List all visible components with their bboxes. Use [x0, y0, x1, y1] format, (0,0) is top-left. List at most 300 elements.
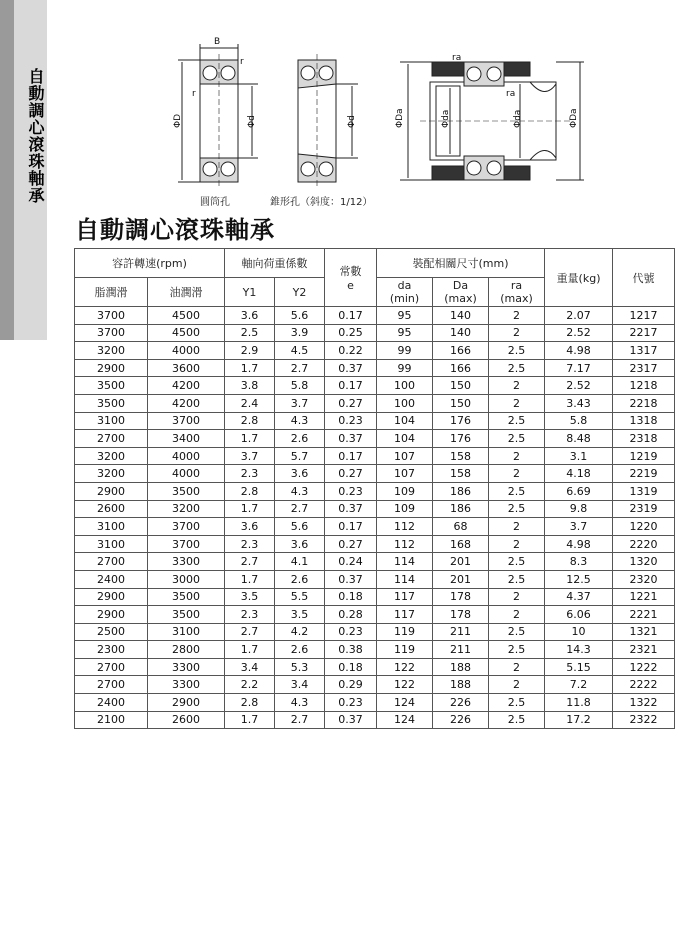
header-const [325, 249, 377, 307]
table-cell: 2500 [75, 623, 148, 641]
table-cell: 2.7 [275, 500, 325, 518]
table-cell: 2221 [613, 606, 675, 624]
table-cell: 186 [433, 500, 489, 518]
table-cell: 140 [433, 307, 489, 325]
table-row [75, 430, 675, 448]
table-cell: 0.24 [325, 553, 377, 571]
table-cell: 0.17 [325, 307, 377, 325]
table-cell: 0.17 [325, 377, 377, 395]
table-cell: 7.2 [545, 676, 613, 694]
table-cell: 201 [433, 553, 489, 571]
subheader-Da-sub: (max) [444, 292, 477, 305]
table-cell: 4200 [148, 377, 225, 395]
table-cell: 2219 [613, 465, 675, 483]
table-row [75, 518, 675, 536]
table-cell: 3.7 [545, 518, 613, 536]
label-da-2: Φda [513, 109, 523, 128]
subheader-ra-sub: (max) [500, 292, 533, 305]
table-cell: 178 [433, 588, 489, 606]
table-cell: 226 [433, 711, 489, 729]
table-cell: 14.3 [545, 641, 613, 659]
table-cell: 5.15 [545, 658, 613, 676]
cylindrical-bore-drawing [178, 44, 258, 188]
table-row [75, 482, 675, 500]
table-cell: 3700 [75, 307, 148, 325]
table-cell: 211 [433, 623, 489, 641]
table-cell: 176 [433, 412, 489, 430]
label-Da: ΦDa [395, 108, 405, 128]
table-row [75, 711, 675, 729]
subheader-ra [489, 278, 545, 307]
table-cell: 10 [545, 623, 613, 641]
table-cell: 3200 [75, 447, 148, 465]
table-cell: 3200 [75, 342, 148, 360]
table-cell: 2.8 [225, 412, 275, 430]
table-cell: 2.7 [225, 623, 275, 641]
label-r-2: r [192, 89, 196, 99]
table-cell: 2318 [613, 430, 675, 448]
table-cell: 0.23 [325, 694, 377, 712]
table-cell: 2.5 [489, 342, 545, 360]
table-cell: 1.7 [225, 711, 275, 729]
table-cell: 2 [489, 377, 545, 395]
table-cell: 2217 [613, 324, 675, 342]
table-cell: 0.37 [325, 711, 377, 729]
table-cell: 2400 [75, 570, 148, 588]
table-cell: 3.6 [225, 518, 275, 536]
table-cell: 2.3 [225, 465, 275, 483]
table-cell: 6.69 [545, 482, 613, 500]
table-cell: 2 [489, 307, 545, 325]
table-cell: 2.5 [489, 623, 545, 641]
table-cell: 0.17 [325, 447, 377, 465]
subheader-Da-label: Da [452, 279, 469, 292]
table-cell: 2 [489, 658, 545, 676]
table-cell: 2222 [613, 676, 675, 694]
table-cell: 0.22 [325, 342, 377, 360]
table-cell: 2.5 [489, 482, 545, 500]
header-axial: 軸向荷重係數 [225, 249, 325, 278]
table-cell: 226 [433, 694, 489, 712]
table-cell: 109 [377, 482, 433, 500]
table-cell: 166 [433, 359, 489, 377]
table-cell: 3.4 [275, 676, 325, 694]
table-cell: 2600 [148, 711, 225, 729]
table-cell: 2.5 [489, 570, 545, 588]
subheader-da-label: da [397, 279, 412, 292]
table-cell: 3.6 [275, 535, 325, 553]
table-cell: 11.8 [545, 694, 613, 712]
table-cell: 0.37 [325, 500, 377, 518]
table-cell: 3100 [148, 623, 225, 641]
table-cell: 2.7 [275, 359, 325, 377]
table-cell: 150 [433, 377, 489, 395]
table-cell: 3.9 [275, 324, 325, 342]
caption-tapered: 錐形孔（斜度：1/12） [270, 197, 373, 208]
table-cell: 2.52 [545, 324, 613, 342]
table-cell: 4.3 [275, 482, 325, 500]
table-cell: 0.25 [325, 324, 377, 342]
table-cell: 95 [377, 307, 433, 325]
table-cell: 4500 [148, 324, 225, 342]
table-row [75, 359, 675, 377]
table-row [75, 394, 675, 412]
table-cell: 166 [433, 342, 489, 360]
subheader-ra-label: ra [510, 279, 523, 292]
table-cell: 68 [433, 518, 489, 536]
table-cell: 17.2 [545, 711, 613, 729]
table-cell: 2 [489, 518, 545, 536]
table-cell: 3500 [75, 377, 148, 395]
table-cell: 186 [433, 482, 489, 500]
table-cell: 188 [433, 676, 489, 694]
table-cell: 4500 [148, 307, 225, 325]
table-cell: 2.5 [489, 359, 545, 377]
table-cell: 1.7 [225, 500, 275, 518]
table-cell: 1218 [613, 377, 675, 395]
table-cell: 0.23 [325, 623, 377, 641]
table-row [75, 500, 675, 518]
bearing-table [74, 248, 675, 729]
label-ra-2: ra [506, 89, 516, 99]
table-cell: 0.27 [325, 535, 377, 553]
table-cell: 2.5 [489, 553, 545, 571]
table-cell: 122 [377, 658, 433, 676]
table-cell: 3100 [75, 535, 148, 553]
header-code: 代號 [613, 249, 675, 307]
table-row [75, 570, 675, 588]
subheader-oil: 油潤滑 [148, 278, 225, 307]
table-cell: 2900 [75, 482, 148, 500]
table-cell: 211 [433, 641, 489, 659]
table-cell: 178 [433, 606, 489, 624]
table-row [75, 465, 675, 483]
table-cell: 3.8 [225, 377, 275, 395]
table-cell: 3.6 [225, 307, 275, 325]
header-const-label: 常數 [339, 265, 362, 278]
table-cell: 1222 [613, 658, 675, 676]
table-cell: 2900 [75, 588, 148, 606]
table-cell: 1.7 [225, 430, 275, 448]
table-cell: 3200 [75, 465, 148, 483]
table-cell: 2220 [613, 535, 675, 553]
table-cell: 3100 [75, 412, 148, 430]
table-cell: 3.43 [545, 394, 613, 412]
table-cell: 3.7 [275, 394, 325, 412]
table-cell: 2.5 [489, 412, 545, 430]
table-body [75, 307, 675, 729]
table-cell: 99 [377, 342, 433, 360]
table-cell: 2.2 [225, 676, 275, 694]
table-cell: 2.8 [225, 482, 275, 500]
table-cell: 2 [489, 447, 545, 465]
table-cell: 0.17 [325, 518, 377, 536]
table-cell: 150 [433, 394, 489, 412]
table-cell: 104 [377, 430, 433, 448]
table-row [75, 623, 675, 641]
table-cell: 2218 [613, 394, 675, 412]
table-cell: 3.5 [275, 606, 325, 624]
table-cell: 2.9 [225, 342, 275, 360]
table-cell: 140 [433, 324, 489, 342]
table-cell: 3.6 [275, 465, 325, 483]
table-cell: 2.6 [275, 641, 325, 659]
table-cell: 158 [433, 447, 489, 465]
table-row [75, 588, 675, 606]
table-cell: 109 [377, 500, 433, 518]
table-cell: 1.7 [225, 359, 275, 377]
table-cell: 1321 [613, 623, 675, 641]
table-cell: 3700 [75, 324, 148, 342]
table-cell: 100 [377, 394, 433, 412]
table-cell: 3500 [148, 588, 225, 606]
table-cell: 3400 [148, 430, 225, 448]
table-cell: 0.18 [325, 588, 377, 606]
subheader-grease: 脂潤滑 [75, 278, 148, 307]
table-cell: 4.5 [275, 342, 325, 360]
table-cell: 119 [377, 641, 433, 659]
table-cell: 4000 [148, 447, 225, 465]
table-row [75, 447, 675, 465]
table-cell: 0.37 [325, 430, 377, 448]
table-cell: 1319 [613, 482, 675, 500]
table-cell: 2100 [75, 711, 148, 729]
table-cell: 2.07 [545, 307, 613, 325]
table-cell: 0.29 [325, 676, 377, 694]
table-cell: 2 [489, 606, 545, 624]
table-cell: 107 [377, 465, 433, 483]
table-cell: 3700 [148, 535, 225, 553]
table-row [75, 342, 675, 360]
table-cell: 1.7 [225, 570, 275, 588]
caption-cylindrical: 圓筒孔 [200, 197, 230, 208]
table-cell: 4.3 [275, 412, 325, 430]
table-cell: 2700 [75, 430, 148, 448]
mounting-drawing [400, 62, 584, 180]
table-row [75, 676, 675, 694]
table-cell: 1318 [613, 412, 675, 430]
table-row [75, 377, 675, 395]
table-cell: 2600 [75, 500, 148, 518]
label-D-1: ΦD [173, 113, 183, 128]
table-cell: 2.5 [489, 430, 545, 448]
label-ra-1: ra [452, 53, 462, 63]
table-cell: 6.06 [545, 606, 613, 624]
table-cell: 168 [433, 535, 489, 553]
table-cell: 104 [377, 412, 433, 430]
table-cell: 3.4 [225, 658, 275, 676]
table-cell: 2.5 [489, 694, 545, 712]
table-cell: 1221 [613, 588, 675, 606]
label-r-1: r [240, 57, 244, 67]
table-cell: 3300 [148, 676, 225, 694]
table-cell: 1317 [613, 342, 675, 360]
table-row [75, 324, 675, 342]
table-cell: 122 [377, 676, 433, 694]
table-cell: 2.52 [545, 377, 613, 395]
table-cell: 3700 [148, 412, 225, 430]
side-label: 自動調心滾珠軸承 [26, 68, 45, 204]
table-cell: 0.37 [325, 359, 377, 377]
header-mount: 裝配相關尺寸(mm) [377, 249, 545, 278]
table-cell: 2.6 [275, 570, 325, 588]
table-cell: 2400 [75, 694, 148, 712]
table-cell: 2.5 [225, 324, 275, 342]
header-weight: 重量(kg) [545, 249, 613, 307]
table-cell: 100 [377, 377, 433, 395]
table-cell: 2900 [148, 694, 225, 712]
subheader-da-sub: (min) [389, 292, 420, 305]
table-cell: 0.37 [325, 570, 377, 588]
table-cell: 2.8 [225, 694, 275, 712]
table-cell: 2900 [75, 606, 148, 624]
table-row [75, 658, 675, 676]
table-cell: 2 [489, 465, 545, 483]
table-cell: 4.18 [545, 465, 613, 483]
subheader-y1: Y1 [225, 278, 275, 307]
table-cell: 0.23 [325, 412, 377, 430]
table-cell: 2 [489, 588, 545, 606]
table-cell: 2 [489, 324, 545, 342]
table-cell: 3500 [148, 606, 225, 624]
table-cell: 95 [377, 324, 433, 342]
table-cell: 114 [377, 553, 433, 571]
label-Da-2: ΦDa [569, 108, 579, 128]
table-row [75, 694, 675, 712]
table-cell: 12.5 [545, 570, 613, 588]
table-cell: 112 [377, 535, 433, 553]
table-cell: 107 [377, 447, 433, 465]
table-cell: 114 [377, 570, 433, 588]
table-cell: 2700 [75, 676, 148, 694]
table-row [75, 307, 675, 325]
table-cell: 2 [489, 394, 545, 412]
subheader-da [377, 278, 433, 307]
table-cell: 1.7 [225, 641, 275, 659]
table-cell: 3.1 [545, 447, 613, 465]
table-cell: 2317 [613, 359, 675, 377]
table-cell: 3200 [148, 500, 225, 518]
table-cell: 3100 [75, 518, 148, 536]
table-cell: 4.2 [275, 623, 325, 641]
table-cell: 2700 [75, 658, 148, 676]
table-cell: 3600 [148, 359, 225, 377]
table-cell: 2.5 [489, 711, 545, 729]
table-cell: 2.6 [275, 430, 325, 448]
table-cell: 4.98 [545, 535, 613, 553]
label-da-1: Φda [441, 109, 451, 128]
table-cell: 5.5 [275, 588, 325, 606]
table-cell: 2.7 [225, 553, 275, 571]
table-cell: 176 [433, 430, 489, 448]
table-cell: 112 [377, 518, 433, 536]
table-cell: 8.3 [545, 553, 613, 571]
table-cell: 201 [433, 570, 489, 588]
table-cell: 4.3 [275, 694, 325, 712]
table-cell: 1219 [613, 447, 675, 465]
table-cell: 3500 [75, 394, 148, 412]
table-cell: 1320 [613, 553, 675, 571]
table-cell: 5.8 [545, 412, 613, 430]
table-cell: 2900 [75, 359, 148, 377]
table-cell: 3700 [148, 518, 225, 536]
table-cell: 0.27 [325, 394, 377, 412]
table-cell: 4.1 [275, 553, 325, 571]
table-cell: 2700 [75, 553, 148, 571]
label-d-2: Φd [347, 115, 357, 128]
label-d-1: Φd [247, 115, 257, 128]
table-cell: 3300 [148, 658, 225, 676]
table-cell: 3.7 [225, 447, 275, 465]
table-cell: 0.28 [325, 606, 377, 624]
table-cell: 119 [377, 623, 433, 641]
table-cell: 188 [433, 658, 489, 676]
table-cell: 2300 [75, 641, 148, 659]
table-row [75, 606, 675, 624]
table-cell: 2.3 [225, 606, 275, 624]
table-cell: 2 [489, 535, 545, 553]
table-cell: 3.5 [225, 588, 275, 606]
table-cell: 158 [433, 465, 489, 483]
table-cell: 3300 [148, 553, 225, 571]
header-const-e: e [347, 279, 354, 292]
bearing-diagram [0, 0, 690, 210]
table-cell: 2321 [613, 641, 675, 659]
table-cell: 1220 [613, 518, 675, 536]
table-cell: 117 [377, 588, 433, 606]
table-cell: 9.8 [545, 500, 613, 518]
table-cell: 2.7 [275, 711, 325, 729]
table-cell: 5.3 [275, 658, 325, 676]
table-cell: 0.23 [325, 482, 377, 500]
table-cell: 2.5 [489, 641, 545, 659]
subheader-Da [433, 278, 489, 307]
page-title: 自動調心滾珠軸承 [75, 216, 275, 244]
table-cell: 117 [377, 606, 433, 624]
table-cell: 4.98 [545, 342, 613, 360]
table-cell: 5.8 [275, 377, 325, 395]
table-cell: 2319 [613, 500, 675, 518]
table-cell: 5.6 [275, 518, 325, 536]
header-row [75, 249, 675, 278]
label-B: B [214, 37, 221, 47]
header-speed: 容許轉速(rpm) [75, 249, 225, 278]
table-cell: 2.5 [489, 500, 545, 518]
table-cell: 0.18 [325, 658, 377, 676]
subheader-y2: Y2 [275, 278, 325, 307]
table-cell: 4000 [148, 342, 225, 360]
table-cell: 1217 [613, 307, 675, 325]
table-cell: 5.7 [275, 447, 325, 465]
table-cell: 2.3 [225, 535, 275, 553]
table-row [75, 641, 675, 659]
table-cell: 7.17 [545, 359, 613, 377]
table-cell: 4200 [148, 394, 225, 412]
table-cell: 5.6 [275, 307, 325, 325]
table-cell: 124 [377, 694, 433, 712]
table-cell: 8.48 [545, 430, 613, 448]
table-cell: 4.37 [545, 588, 613, 606]
table-cell: 2.4 [225, 394, 275, 412]
table-cell: 124 [377, 711, 433, 729]
table-cell: 3000 [148, 570, 225, 588]
table-row [75, 412, 675, 430]
table-cell: 2322 [613, 711, 675, 729]
table-row [75, 535, 675, 553]
table-cell: 2 [489, 676, 545, 694]
table-cell: 1322 [613, 694, 675, 712]
table-cell: 2800 [148, 641, 225, 659]
